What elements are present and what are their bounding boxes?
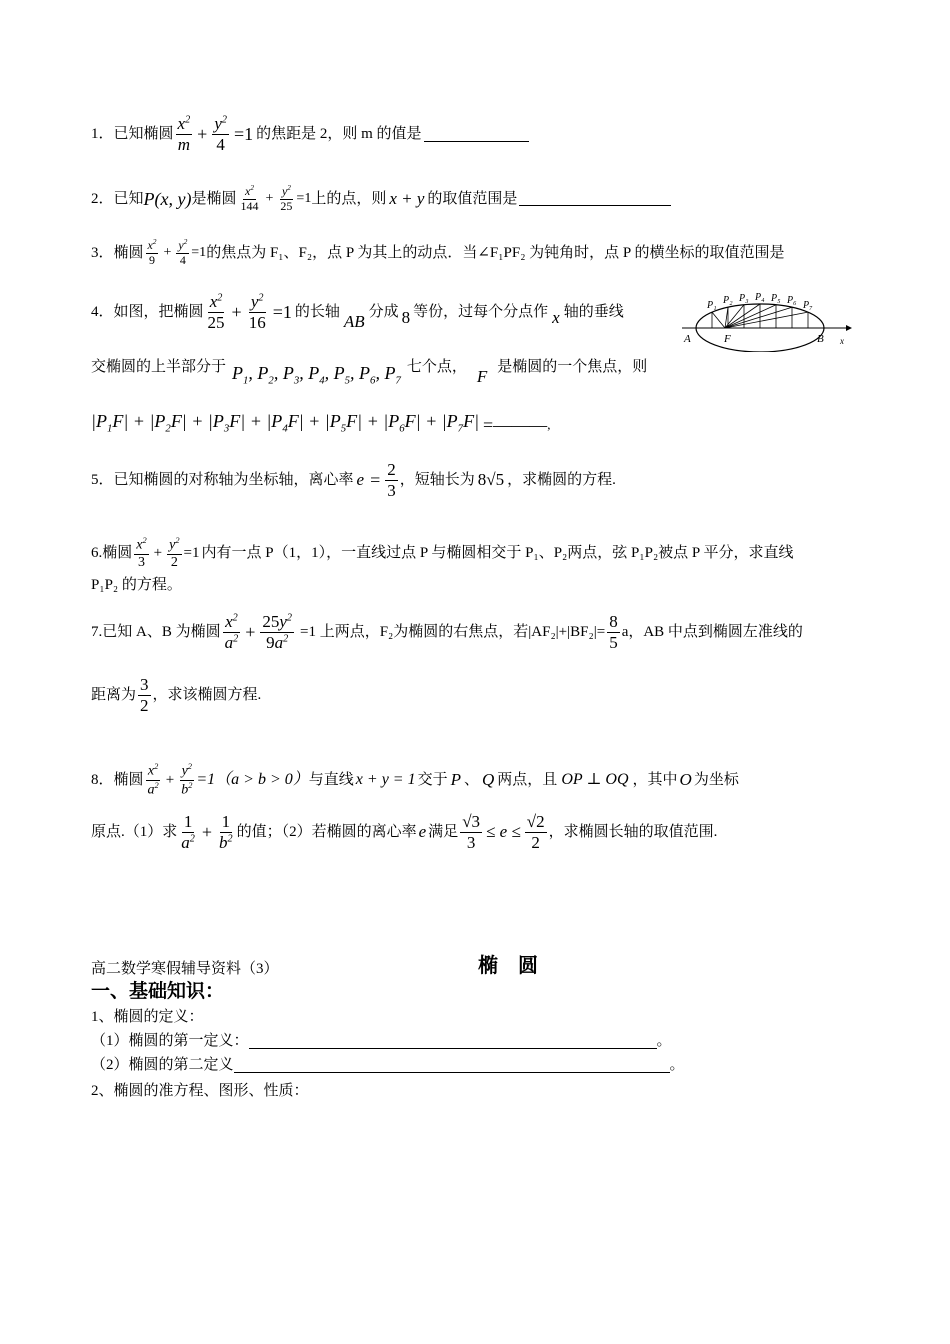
- problem-6-line2: P₁P₂ 的方程。: [91, 577, 182, 593]
- subtitle: [91, 958, 279, 980]
- fraction-1-over-a2: $\frac{1}{a^2}$: [181, 812, 195, 852]
- problem-7-pre: 已知 A、B 为椭圆: [102, 624, 221, 641]
- eccentricity-e-2: e: [418, 822, 427, 842]
- problem-8-line2-mid2: 满足: [428, 824, 459, 841]
- answer-blank-1[interactable]: [424, 127, 529, 142]
- problem-3-pre: 椭圆: [113, 244, 144, 261]
- fraction-y2-over-16: $\frac{y^2}{16}$: [248, 292, 266, 332]
- origin-o: O: [679, 770, 692, 790]
- problem-5-number: 5．: [91, 472, 114, 489]
- problem-8: 8． 椭圆 $\frac{x^2}{a^2}$ + $\frac{y^2}{b^2}$ =1（a > b > 0） 与直线 x + y = 1 交于 P 、 Q 两点，且 OP ⊥ OQ ，其中 O 为坐标: [91, 762, 739, 798]
- problem-8-mid4: ，其中: [632, 772, 678, 789]
- item-1: [91, 1006, 204, 1028]
- fraction-y2-over-2: $\frac{y^2}{2}$: [169, 536, 180, 570]
- inequality-e: ≤ e ≤: [486, 822, 521, 842]
- problem-3: 3． 椭圆 $\frac{x^2}{9}$ + $\frac{y^2}{4}$ =1 的焦点为 F₁、F₂，点 P 为其上的动点．当∠F₁PF₂ 为钝角时，点 P 的横坐标的取值范围是: [91, 238, 785, 267]
- label-p5: P₅: [771, 292, 781, 304]
- fraction-2-over-3: $\frac{2}{3}$: [387, 460, 396, 500]
- separator: 、: [464, 772, 480, 789]
- label-f: F: [724, 333, 731, 345]
- problem-2-number: 2．: [91, 190, 114, 207]
- fraction-y2-over-4b: $\frac{y^2}{4}$: [178, 238, 188, 267]
- problem-7-line2-post: ，求该椭圆方程.: [152, 687, 262, 704]
- problem-4-mid1: 的长轴: [294, 304, 340, 321]
- fraction-y2-over-b2: $\frac{y^2}{b^2}$: [181, 762, 193, 798]
- fraction-x2-over-9: $\frac{x^2}{9}$: [147, 238, 157, 267]
- problem-4-line-2: [91, 352, 648, 387]
- item-1-text: 1、椭圆的定义：: [91, 1009, 204, 1025]
- problem-7: 7. 已知 A、B 为椭圆 $\frac{x^2}{a^2}$ + $\frac{25y^2}{9a^2}$ =1 上两点，F₂为椭圆的右焦点，若|AF₂|+|BF₂|= $\frac{8}{5}$ a，AB 中点到椭圆左准线的: [91, 612, 803, 652]
- problem-6-number: 6.: [91, 545, 103, 562]
- problem-7-post: a，AB 中点到椭圆左准线的: [621, 624, 803, 641]
- problem-7-line2-pre: 距离为: [91, 687, 137, 704]
- fraction-x2-over-25: $\frac{x^2}{25}$: [207, 292, 225, 332]
- item-1b: [91, 1054, 685, 1076]
- label-b: B: [817, 333, 824, 345]
- section-title: [478, 954, 538, 976]
- answer-blank-2[interactable]: [519, 191, 671, 206]
- line-equation: x + y = 1: [355, 771, 416, 789]
- problem-4-number: 4．: [91, 304, 114, 321]
- fraction-1-over-b2: $\frac{1}{b^2}$: [219, 812, 233, 852]
- point-q: Q: [482, 770, 495, 790]
- fraction-x2-over-3: $\frac{x^2}{3}$: [136, 536, 147, 570]
- problem-7-number: 7.: [91, 624, 103, 641]
- problem-5: 5． 已知椭圆的对称轴为坐标轴，离心率 e = $\frac{2}{3}$ ，短轴长为 8√5 ，求椭圆的方程.: [91, 460, 616, 500]
- problem-2-pre: 已知: [113, 190, 144, 207]
- ellipse-diagram: [680, 280, 852, 352]
- focus-f: F: [476, 366, 488, 386]
- condition-a-gt-b: =1（a > b > 0）: [196, 771, 309, 789]
- problem-2: 2． 已知 P(x, y) 是椭圆 $\frac{x^2}{144}$ + $\frac{y^2}{25}$ =1 上的点，则 x + y 的取值范围是: [91, 184, 671, 214]
- perpendicular-expression: OP ⊥ OQ: [561, 771, 629, 789]
- item-1a-text: （1）椭圆的第一定义：: [91, 1033, 249, 1049]
- fraction-y2-over-4: $\frac{y^2}{4}$: [214, 114, 227, 154]
- problem-5-mid: ，短轴长为: [399, 472, 475, 489]
- expression-x-plus-y: x + y: [389, 188, 425, 208]
- problem-4-mid4: 轴的垂线: [563, 304, 624, 321]
- problem-6-pre: 椭圆: [102, 545, 133, 562]
- definition-blank-1[interactable]: [249, 1034, 657, 1049]
- problem-4-line-1: 4． 如图，把椭圆 $\frac{x^2}{25}$ + $\frac{y^2}{16}$ =1 的长轴 AB 分成 8 等份，过每个分点作 x 轴的垂线: [91, 292, 624, 332]
- problem-4-line2-post: 是椭圆的一个焦点，则: [497, 358, 648, 375]
- x-axis-var: x: [552, 308, 560, 328]
- item-1a: [91, 1030, 672, 1052]
- item-1b-text: （2）椭圆的第二定义: [91, 1057, 234, 1073]
- label-p2: P₂: [723, 295, 733, 307]
- distance-sum-expression: $|P_1F| + |P_2F| + |P_3F| + |P_4F| + |P_5F| + |P_6F| + |P_7F|$: [91, 411, 480, 435]
- focal-line-7: [725, 312, 808, 328]
- problem-4-line3-end: =———: [483, 414, 548, 435]
- segment-ab: AB: [343, 312, 365, 332]
- period-1: 。: [656, 1033, 672, 1049]
- problem-2-mid: 是椭圆: [191, 190, 237, 207]
- problem-8-line-2: 原点.（1）求 $\frac{1}{a^2}$ + $\frac{1}{b^2}$ 的值；（2）若椭圆的离心率 e 满足 $\frac{√3}{3}$ ≤ e ≤ $\frac{√2}{2}$ ，求椭圆长轴的取值范围.: [91, 812, 718, 852]
- fraction-y2-over-25: $\frac{y^2}{25}$: [280, 184, 293, 213]
- problem-8-post: 为坐标: [693, 772, 739, 789]
- fraction-x2-over-m: $\frac{x^2}{m}$: [177, 114, 191, 154]
- problem-6: 6. 椭圆 $\frac{x^2}{3}$ + $\frac{y^2}{2}$ =1 内有一点 P（1，1），一直线过点 P 与椭圆相交于 P₁、P₂两点，弦 P₁P₂被点 P 平分，求直线: [91, 536, 794, 570]
- points-p1-to-p7: $P_1$, $P_2$, $P_3$, $P_4$, $P_5$, $P_6$, $P_7$: [232, 363, 401, 387]
- problem-2-tail: 的取值范围是: [427, 190, 518, 207]
- point-p-xy: P(x, y): [143, 188, 192, 209]
- label-p3: P₃: [739, 292, 749, 304]
- problem-8-mid2: 交于: [417, 772, 448, 789]
- fraction-sqrt3-over-3: $\frac{√3}{3}$: [462, 812, 481, 852]
- item-2: [91, 1080, 309, 1102]
- problem-7-line-2: [91, 675, 261, 715]
- focal-line-1: [712, 312, 725, 328]
- focal-line-6: [725, 307, 792, 328]
- label-p6: P₆: [787, 295, 797, 307]
- problem-4-pre: 如图，把椭圆: [113, 304, 204, 321]
- problem-1-number: 1．: [91, 126, 114, 143]
- problem-8-number: 8．: [91, 772, 114, 789]
- problem-2-post: 上的点，则: [311, 190, 387, 207]
- fraction-x2-over-a2: $\frac{x^2}{a^2}$: [224, 612, 239, 652]
- section-heading-text: 一、基础知识：: [91, 980, 225, 1002]
- eccentricity-e: e: [356, 470, 365, 490]
- problem-1-pre: 已知椭圆: [113, 126, 174, 143]
- minor-axis-length: 8√5: [477, 470, 505, 490]
- fraction-x2-over-144: $\frac{x^2}{144}$: [240, 184, 259, 213]
- problem-4-line2-pre: 交椭圆的上半部分于: [91, 358, 227, 375]
- problem-1: 1． 已知椭圆 $\frac{x^2}{m}$ + $\frac{y^2}{4}$ =1 的焦距是 2，则 m 的值是: [91, 114, 529, 154]
- label-p1: P₁: [707, 300, 717, 312]
- problem-3-post: 的焦点为 F₁、F₂，点 P 为其上的动点．当∠F₁PF₂ 为钝角时，点 P 的横坐标的取值范围是: [206, 244, 785, 261]
- number-eight: 8: [401, 308, 411, 328]
- fraction-x2-over-a2-b: $\frac{x^2}{a^2}$: [147, 762, 159, 798]
- focal-line-5: [725, 305, 776, 328]
- problem-8-line2-post: ，求椭圆长轴的取值范围.: [548, 824, 718, 841]
- problem-8-pre: 椭圆: [113, 772, 144, 789]
- problem-4-line2-mid: 七个点，: [406, 358, 467, 375]
- subtitle-text: 高二数学寒假辅导资料（3）: [91, 961, 279, 977]
- problem-7-mid: =1 上两点，F₂为椭圆的右焦点，若|AF₂|+|BF₂|=: [299, 624, 606, 641]
- problem-8-mid: 与直线: [308, 772, 354, 789]
- label-x: x: [840, 336, 844, 346]
- problem-8-line2-mid: 的值；（2）若椭圆的离心率: [236, 824, 417, 841]
- title-text: 椭 圆: [478, 953, 538, 977]
- point-p: P: [450, 770, 461, 790]
- problem-1-post: 的焦距是 2，则 m 的值是: [256, 126, 422, 143]
- section-heading: [91, 980, 224, 1002]
- problem-6-post: 内有一点 P（1，1），一直线过点 P 与椭圆相交于 P₁、P₂两点，弦 P₁P₂被点 P 平分，求直线: [201, 545, 794, 562]
- problem-6-line-2: [91, 574, 182, 596]
- definition-blank-2[interactable]: [234, 1058, 670, 1073]
- problem-4-mid3: 等份，过每个分点作: [413, 304, 549, 321]
- label-a: A: [684, 333, 691, 345]
- problem-4-mid2: 分成: [368, 304, 399, 321]
- item-2-text: 2、椭圆的准方程、图形、性质：: [91, 1083, 309, 1099]
- problem-3-number: 3．: [91, 244, 114, 261]
- problem-8-mid3: 两点，且: [497, 772, 558, 789]
- fraction-8-over-5: $\frac{8}{5}$: [609, 612, 618, 652]
- fraction-25y2-over-9a2: $\frac{25y^2}{9a^2}$: [262, 612, 292, 652]
- problem-4-line-3: $|P_1F| + |P_2F| + |P_3F| + |P_4F| + |P_5F| + |P_6F| + |P_7F|$ =——— ,: [91, 410, 550, 440]
- problem-5-pre: 已知椭圆的对称轴为坐标轴，离心率: [113, 472, 354, 489]
- period-2: 。: [669, 1057, 685, 1073]
- x-axis-arrow-icon: [846, 325, 852, 331]
- fraction-3-over-2: $\frac{3}{2}$: [140, 675, 149, 715]
- fraction-sqrt2-over-2: $\frac{√2}{2}$: [526, 812, 545, 852]
- label-p7: P₇: [803, 300, 813, 312]
- label-p4: P₄: [755, 292, 765, 303]
- problem-5-post: ，求椭圆的方程.: [507, 472, 616, 489]
- problem-8-line2-pre: 原点.（1）求: [91, 824, 178, 841]
